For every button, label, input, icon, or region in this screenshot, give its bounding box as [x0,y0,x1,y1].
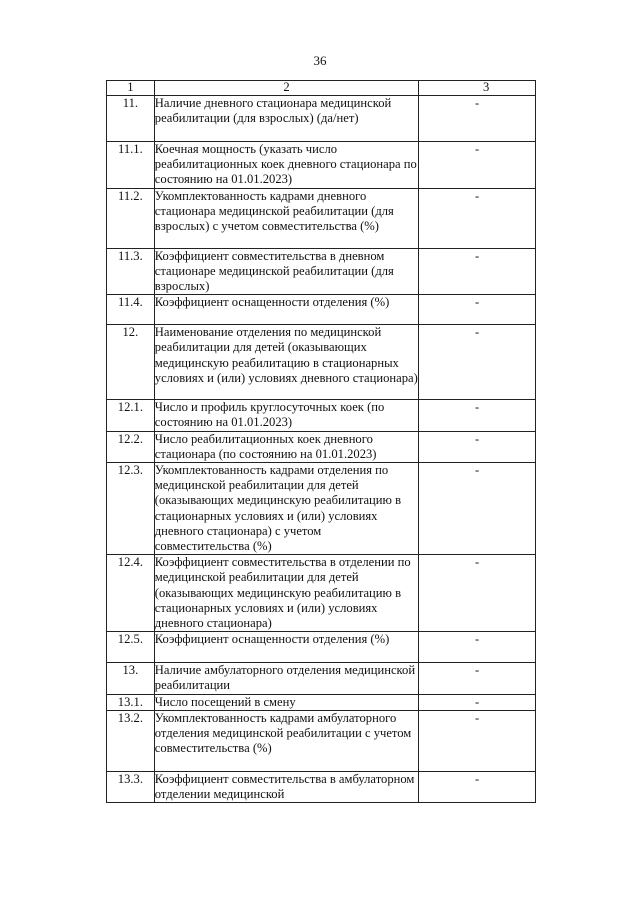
table-row [107,295,536,325]
row-value: - [419,663,536,694]
row-description: Коэффициент совместительства в отделении по медицинской реабилитации для детей (оказывающих медицинскую реабилитацию в стационарных условиях и (или) условиях дневного стационара) [154,555,418,632]
row-number: 12.5. [107,632,155,663]
row-description: Наименование отделения по медицинской реабилитации для детей (оказывающих медицинскую реабилитацию в стационарных условиях и (или) условиях дневного стационара) [154,325,418,400]
row-value: - [419,248,536,295]
table-row [107,248,536,295]
header-col-3: 3 [419,81,536,96]
row-description: Укомплектованность кадрами отделения по медицинской реабилитации для детей (оказывающих медицинскую реабилитацию в стационарных условиях и (или) условиях дневного стационара) с учетом совместительства (%) [154,463,418,555]
row-number: 13.3. [107,771,155,802]
row-number: 11. [107,96,155,142]
row-value: - [419,555,536,632]
row-description: Укомплектованность кадрами амбулаторного отделения медицинской реабилитации с учетом совместительства (%) [154,710,418,771]
row-number: 12. [107,325,155,400]
row-value: - [419,431,536,462]
row-value: - [419,188,536,248]
row-value: - [419,400,536,431]
table-header-row [107,81,536,96]
row-number: 12.3. [107,463,155,555]
row-description: Коечная мощность (указать число реабилитационных коек дневного стационара по состоянию на 01.01.2023) [154,142,417,187]
row-description: Коэффициент оснащенности отделения (%) [154,295,418,325]
table-row [107,463,536,555]
row-number: 11.2. [107,188,155,248]
row-value: - [419,96,536,142]
row-description: Коэффициент совместительства в дневном стационаре медицинской реабилитации (для взрослых) [154,248,418,295]
table-row [107,142,536,189]
row-description: Число реабилитационных коек дневного стационара (по состоянию на 01.01.2023) [154,431,418,462]
row-number: 13.2. [107,710,155,771]
row-value: - [419,771,536,802]
row-number: 12.1. [107,400,155,431]
row-description: Коэффициент оснащенности отделения (%) [154,632,418,663]
page-number: 36 [313,53,327,68]
row-description: Число и профиль круглосуточных коек (по состоянию на 01.01.2023) [154,400,418,431]
table-row [107,694,536,710]
row-number: 12.4. [107,555,155,632]
table-row [107,710,536,771]
row-number: 13. [107,663,155,694]
table-row [107,325,536,400]
row-number: 12.2. [107,431,155,462]
table-row [107,555,536,632]
row-description: Наличие дневного стационара медицинской реабилитации (для взрослых) (да/нет) [154,96,418,142]
data-table [106,80,536,803]
row-value: - [419,710,536,771]
table-row [107,400,536,431]
row-description: Коэффициент совместительства в амбулаторном отделении медицинской [154,771,418,802]
row-number: 11.3. [107,248,155,295]
row-value: - [419,463,536,555]
table-row [107,663,536,694]
row-value: - [419,142,536,189]
header-col-2: 2 [154,81,418,96]
row-number: 11.4. [107,295,155,325]
table-body [107,81,536,803]
row-value: - [419,694,536,710]
row-description: Наличие амбулаторного отделения медицинской реабилитации [154,663,418,694]
table-row [107,96,536,142]
table-row [107,431,536,462]
row-value: - [419,632,536,663]
table-row [107,771,536,802]
row-description: Число посещений в смену [154,694,418,710]
row-number: 11.1. [107,142,155,189]
row-value: - [419,325,536,400]
row-value: - [419,295,536,325]
row-description: Укомплектованность кадрами дневного стационара медицинской реабилитации (для взрослых) с учетом совместительства (%) [154,188,418,248]
header-col-1: 1 [107,81,155,96]
table-row [107,188,536,248]
table-row [107,632,536,663]
row-number: 13.1. [107,694,155,710]
